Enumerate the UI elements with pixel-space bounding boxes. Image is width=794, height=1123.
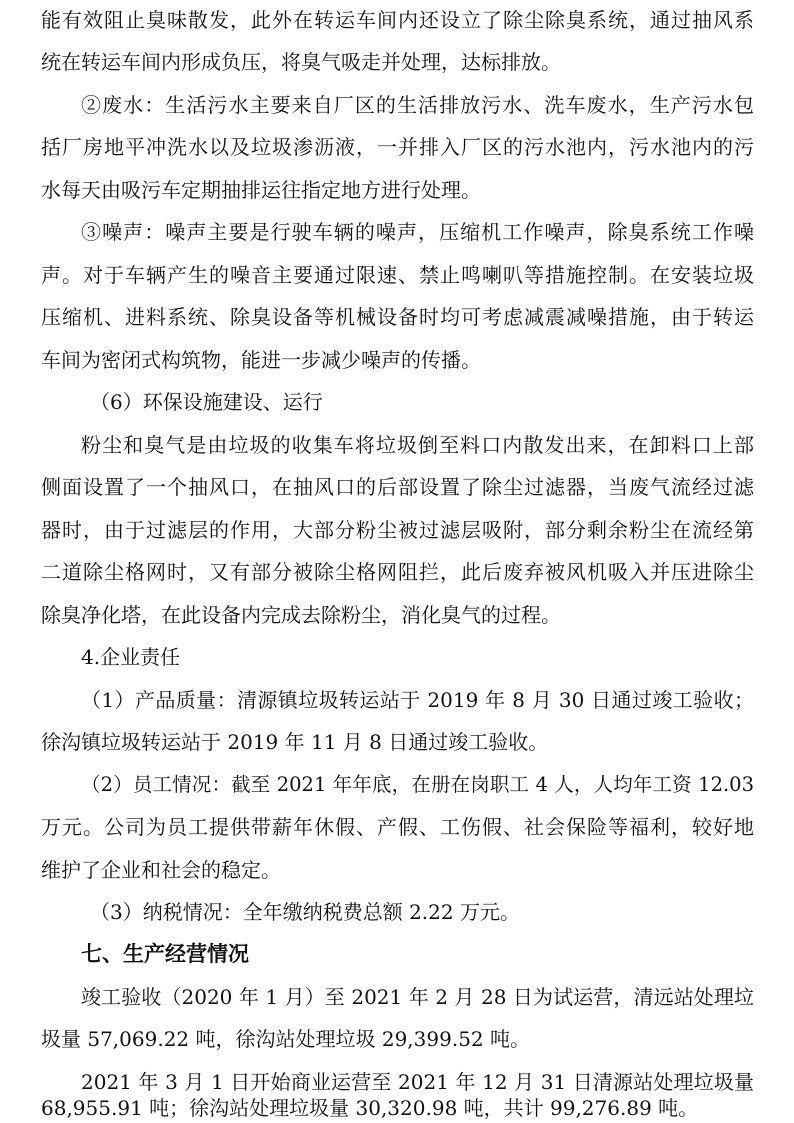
chapter-heading: 七、生产经营情况 <box>81 942 249 966</box>
text-line: （2）员工情况：截至 2021 年年底，在册在岗职工 4 人，人均年工资 12.03 <box>81 773 754 796</box>
text-line: 68,955.91 吨；徐沟站处理垃圾量 30,320.98 吨，共计 99,276.89 吨。 <box>41 1096 699 1120</box>
text-line: 万元。公司为员工提供带薪年休假、产假、工伤假、社会保险等福利，较好地 <box>41 815 754 839</box>
text-line: 车间为密闭式构筑物，能进一步减少噪声的传播。 <box>41 348 481 372</box>
text-line: 压缩机、进料系统、除臭设备等机械设备时均可考虑减震减噪措施，由于转运 <box>41 305 754 329</box>
text-line: 能有效阻止臭味散发，此外在转运车间内还设立了除尘除臭系统，通过抽风系 <box>41 8 754 32</box>
text-line: 声。对于车辆产生的噪音主要通过限速、禁止鸣喇叭等措施控制。在安装垃圾 <box>41 263 754 287</box>
text-line: 徐沟镇垃圾转运站于 2019 年 11 月 8 日通过竣工验收。 <box>41 730 549 754</box>
text-line: 竣工验收（2020 年 1 月）至 2021 年 2 月 28 日为试运营，清远站处理垃 <box>81 985 754 1009</box>
text-line: ③噪声：噪声主要是行驶车辆的噪声，压缩机工作噪声，除臭系统工作噪 <box>81 220 754 244</box>
text-line: （1）产品质量：清源镇垃圾转运站于 2019 年 8 月 30 日通过竣工验收； <box>81 688 754 712</box>
text-line: ②废水：生活污水主要来自厂区的生活排放污水、洗车废水，生产污水包 <box>81 93 754 117</box>
text-line: 统在转运车间内形成负压，将臭气吸走并处理，达标排放。 <box>41 50 561 74</box>
text-line: 除臭净化塔，在此设备内完成去除粉尘，消化臭气的过程。 <box>41 603 561 627</box>
section-heading: 4.企业责任 <box>81 645 181 669</box>
text-line: 粉尘和臭气是由垃圾的收集车将垃圾倒至料口内散发出来，在卸料口上部 <box>81 433 754 457</box>
text-line: （3）纳税情况：全年缴纳税费总额 2.22 万元。 <box>90 900 520 924</box>
text-line: 器时，由于过滤层的作用，大部分粉尘被过滤层吸附，部分剩余粉尘在流经第 <box>41 518 754 542</box>
text-line: 维护了企业和社会的稳定。 <box>41 858 281 882</box>
text-line: 二道除尘格网时，又有部分被除尘格网阻拦，此后废弃被风机吸入并压进除尘 <box>41 560 754 584</box>
section-heading: （6）环保设施建设、运行 <box>90 390 323 414</box>
text-line: 括厂房地平冲洗水以及垃圾渗沥液，一并排入厂区的污水池内，污水池内的污 <box>41 135 754 159</box>
text-line: 水每天由吸污车定期抽排运往指定地方进行处理。 <box>41 178 481 202</box>
text-line: 圾量 57,069.22 吨，徐沟站处理垃圾 29,399.52 吨。 <box>41 1027 531 1051</box>
text-line: 2021 年 3 月 1 日开始商业运营至 2021 年 12 月 31 日清源站处理垃圾量 <box>81 1070 754 1094</box>
text-line: 侧面设置了一个抽风口，在抽风口的后部设置了除尘过滤器，当废气流经过滤 <box>41 475 754 499</box>
